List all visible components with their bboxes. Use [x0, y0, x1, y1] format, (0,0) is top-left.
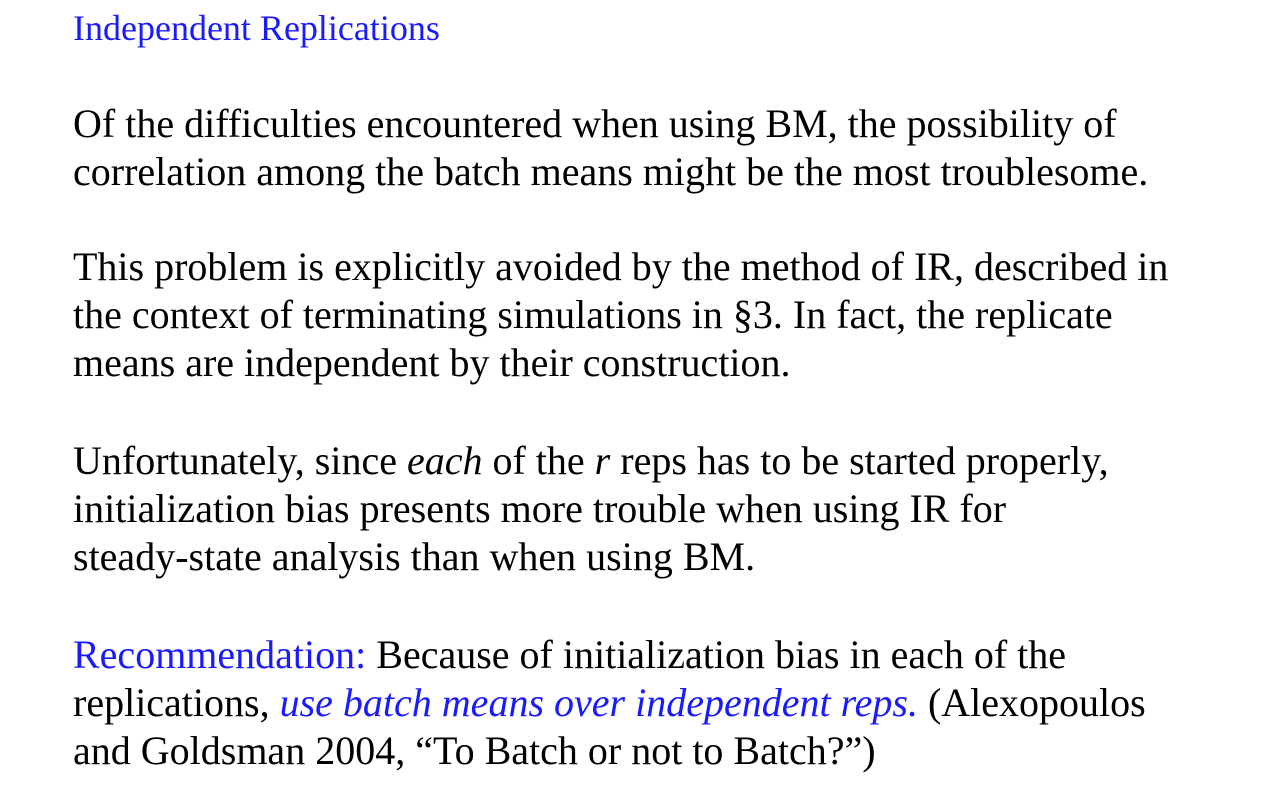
- emphasis-each: each: [406, 438, 483, 483]
- paragraph-recommendation: [73, 631, 1146, 775]
- paragraph-line: [73, 437, 1109, 485]
- text-fragment: Because of initialization bias in each of the: [366, 632, 1067, 677]
- text-fragment: of the: [482, 438, 595, 483]
- text-fragment: (Alexopoulos: [917, 680, 1146, 725]
- paragraph-line: and Goldsman 2004, “To Batch or not to Batch?”): [73, 728, 876, 773]
- recommendation-label: Recommendation:: [73, 632, 367, 677]
- paragraph-line: means are independent by their construction.: [73, 340, 791, 385]
- paragraph-initialization-bias: [73, 437, 1109, 581]
- paragraph-line: the context of terminating simulations in §3. In fact, the replicate: [73, 292, 1113, 337]
- math-variable-r: r: [594, 438, 611, 483]
- recommendation-emphasis: use batch means over independent reps.: [279, 680, 918, 725]
- paragraph-line: Of the difficulties encountered when using BM, the possibility of: [73, 101, 1117, 146]
- text-fragment: replications,: [73, 680, 280, 725]
- paragraph-line: This problem is explicitly avoided by the method of IR, described in: [73, 244, 1169, 289]
- slide-title: Independent Replications: [73, 8, 440, 48]
- paragraph-bm-difficulties: [73, 100, 1148, 196]
- paragraph-line: correlation among the batch means might be the most troublesome.: [73, 149, 1149, 194]
- text-fragment: Unfortunately, since: [73, 438, 407, 483]
- text-fragment: reps has to be started properly,: [610, 438, 1109, 483]
- paragraph-ir-avoids-problem: [73, 243, 1168, 387]
- paragraph-line: steady-state analysis than when using BM.: [73, 534, 756, 579]
- paragraph-line: initialization bias presents more trouble when using IR for: [73, 486, 1007, 531]
- paragraph-line: [73, 679, 1146, 727]
- paragraph-line: [73, 631, 1146, 679]
